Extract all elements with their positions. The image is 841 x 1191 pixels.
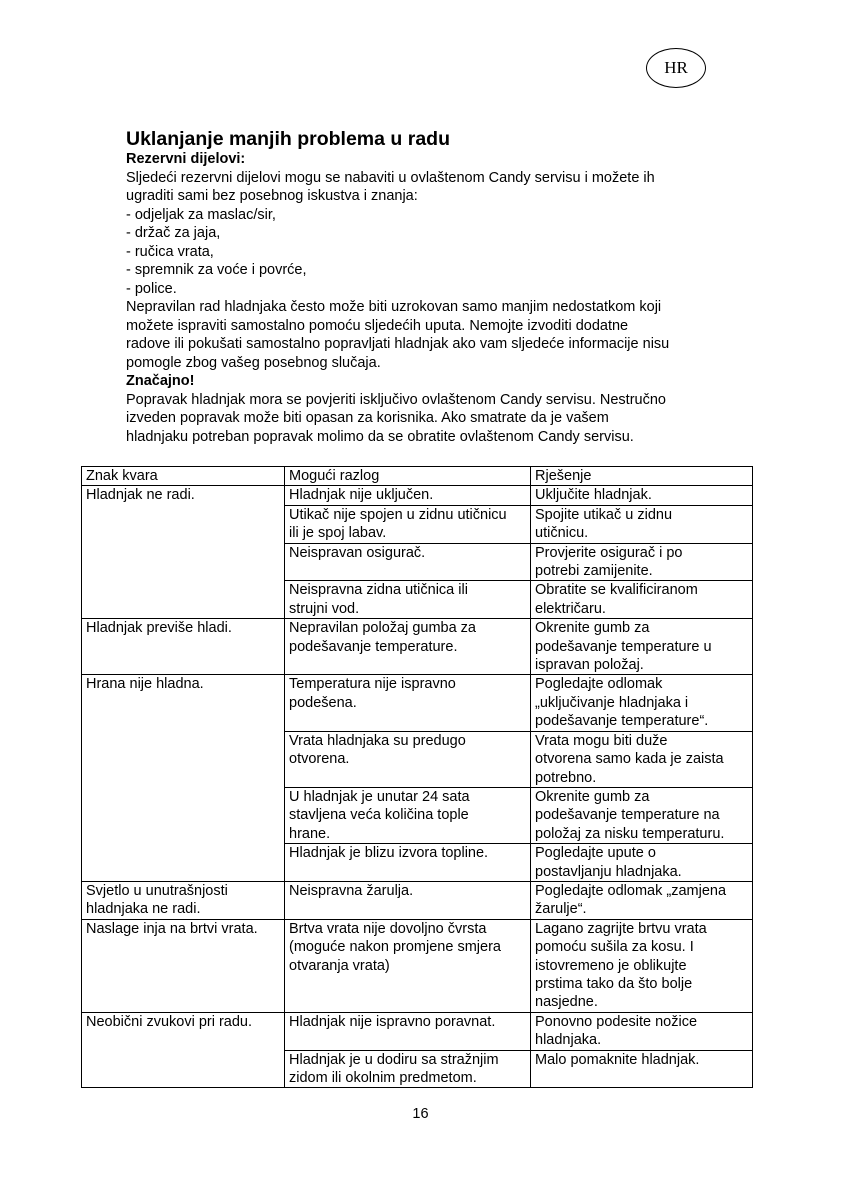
text-line: Nepravilan rad hladnjaka često može biti uzrokovan samo manjim nedostatkom koji [126,299,662,315]
cell-line: podešavanje temperature“. [535,713,709,730]
cell-line: Svjetlo u unutrašnjosti [86,882,228,899]
cell-line: prstima tako da što bolje [535,975,693,992]
header-cause: Mogući razlog [285,467,531,486]
table-row [82,1012,753,1050]
text-line: hladnjaku potreban popravak molimo da se obratite ovlaštenom Candy servisu. [126,428,634,445]
cell-line: Hladnjak je u dodiru sa stražnjim [289,1051,499,1068]
solution-cell [531,619,753,675]
cell-line: Neispravna žarulja. [289,882,414,899]
page-number: 16 [412,1106,429,1122]
cell-line: otvaranja vrata) [289,957,390,974]
cell-line: Neispravan osigurač. [289,544,426,561]
cell-line: hladnjaka ne radi. [86,901,201,918]
cause-cell [285,543,531,581]
cell-line: nasjedne. [535,994,598,1011]
cell-line: hrane. [289,825,331,842]
important-heading: Značajno! [126,373,195,389]
cause-cell [285,675,531,731]
cell-line: Provjerite osigurač i po [535,544,683,561]
cell-line: „uključivanje hladnjaka i [535,694,689,711]
solution-cell [531,675,753,731]
solution-cell [531,1012,753,1050]
table-row [82,881,753,919]
solution-cell [531,1050,753,1088]
cell-line: Okrenite gumb za [535,788,650,805]
cell-line: podešavanje temperature na [535,807,720,824]
solution-cell [531,844,753,882]
cell-line: Hrana nije hladna. [86,676,204,693]
table-row [82,919,753,1012]
important-text [126,391,746,447]
cell-line: Naslage inja na brtvi vrata. [86,920,258,937]
cell-line: Hladnjak nije ispravno poravnat. [289,1013,496,1030]
text-line: - držač za jaja, [126,225,221,241]
symptom-cell [82,486,285,619]
intro-section [126,128,746,446]
spare-parts-heading: Rezervni dijelovi: [126,151,246,167]
cell-line: otvorena samo kada je zaista [535,751,724,768]
cell-line: Spojite utikač u zidnu [535,506,673,523]
symptom-cell [82,619,285,675]
cause-cell [285,619,531,675]
symptom-cell [82,881,285,919]
header-solution: Rješenje [531,467,753,486]
cell-line: Uključite hladnjak. [535,487,652,504]
solution-cell [531,731,753,787]
solution-cell [531,505,753,543]
text-line: Sljedeći rezervni dijelovi mogu se nabaviti u ovlaštenom Candy servisu i možete ih [126,169,655,186]
cell-line: žarulje“. [535,901,587,918]
solution-cell [531,881,753,919]
cell-line: Temperatura nije ispravno [289,676,456,693]
cell-line: podešavanje temperature. [289,638,458,655]
troubleshooting-table [81,466,753,1088]
cell-line: Hladnjak previše hladi. [86,620,232,637]
cell-line: zidom ili okolnim predmetom. [289,1070,477,1086]
table-row [82,675,753,731]
cell-line: Utikač nije spojen u zidnu utičnicu [289,506,507,523]
cause-cell [285,1012,531,1050]
cell-line: otvorena. [289,751,350,768]
solution-cell [531,486,753,505]
cell-line: Neispravna zidna utičnica ili [289,582,468,599]
cause-cell [285,1050,531,1088]
text-line: izveden popravak može biti opasan za korisnika. Ako smatrate da je vašem [126,410,609,426]
text-line: - ručica vrata, [126,243,214,260]
cell-line: (moguće nakon promjene smjera [289,939,501,956]
page-title: Uklanjanje manjih problema u radu [126,128,450,150]
cell-line: potrebno. [535,769,597,786]
cell-line: Lagano zagrijte brtvu vrata [535,920,707,937]
spare-parts-text [126,169,746,373]
cell-line: ili je spoj labav. [289,525,387,542]
cause-cell [285,731,531,787]
cell-line: utičnicu. [535,525,589,542]
solution-cell [531,581,753,619]
cell-line: Okrenite gumb za [535,620,650,637]
text-line: - police. [126,280,177,297]
cell-line: strujni vod. [289,600,360,617]
cell-line: Malo pomaknite hladnjak. [535,1051,700,1068]
text-line: - odjeljak za maslac/sir, [126,206,276,223]
cell-line: Ponovno podesite nožice [535,1013,698,1030]
language-badge: HR [646,48,706,88]
cell-line: U hladnjak je unutar 24 sata [289,788,470,805]
cell-line: Pogledajte odlomak „zamjena [535,882,727,899]
cell-line: ispravan položaj. [535,657,644,674]
text-line: radove ili pokušati samostalno popravljati hladnjak ako vam sljedeće informacije nisu [126,336,670,352]
cell-line: potrebi zamijenite. [535,563,653,580]
header-symptom: Znak kvara [82,467,285,486]
symptom-cell [82,1012,285,1088]
cell-line: Hladnjak ne radi. [86,487,195,504]
cause-cell [285,581,531,619]
table-row [82,486,753,505]
cause-cell [285,881,531,919]
cell-line: Pogledajte odlomak [535,676,663,693]
cell-line: Vrata mogu biti duže [535,732,668,749]
cell-line: Obratite se kvalificiranom [535,582,698,599]
cell-line: pomoću sušila za kosu. I [535,939,694,956]
solution-cell [531,543,753,581]
table-header-row [82,467,753,486]
solution-cell [531,919,753,1012]
cell-line: Brtva vrata nije dovoljno čvrsta [289,920,487,937]
cell-line: podešena. [289,694,357,711]
cell-line: Neobični zvukovi pri radu. [86,1013,253,1030]
solution-cell [531,787,753,843]
cell-line: Vrata hladnjaka su predugo [289,732,466,749]
text-line: Popravak hladnjak mora se povjeriti isključivo ovlaštenom Candy servisu. Nestručno [126,391,666,408]
cause-cell [285,844,531,882]
cell-line: hladnjaka. [535,1032,602,1049]
table-row [82,619,753,675]
cell-line: Nepravilan položaj gumba za [289,620,476,637]
cell-line: istovremeno je oblikujte [535,957,687,974]
text-line: ugraditi sami bez posebnog iskustva i znanja: [126,188,418,204]
cause-cell [285,787,531,843]
cell-line: stavljena veća količina tople [289,807,469,824]
cause-cell [285,505,531,543]
symptom-cell [82,675,285,881]
cell-line: postavljanju hladnjaka. [535,863,682,880]
text-line: - spremnik za voće i povrće, [126,262,307,278]
cell-line: podešavanje temperature u [535,638,712,655]
cell-line: Pogledajte upute o [535,845,656,862]
cause-cell [285,486,531,505]
cause-cell [285,919,531,1012]
cell-line: električaru. [535,600,606,617]
text-line: možete ispraviti samostalno pomoću sljedećih uputa. Nemojte izvoditi dodatne [126,317,629,334]
text-line: pomogle zbog vašeg posebnog slučaja. [126,354,381,371]
cell-line: Hladnjak nije uključen. [289,487,434,504]
table-body [82,486,753,1088]
cell-line: položaj za nisku temperaturu. [535,825,725,842]
symptom-cell [82,919,285,1012]
cell-line: Hladnjak je blizu izvora topline. [289,845,489,862]
